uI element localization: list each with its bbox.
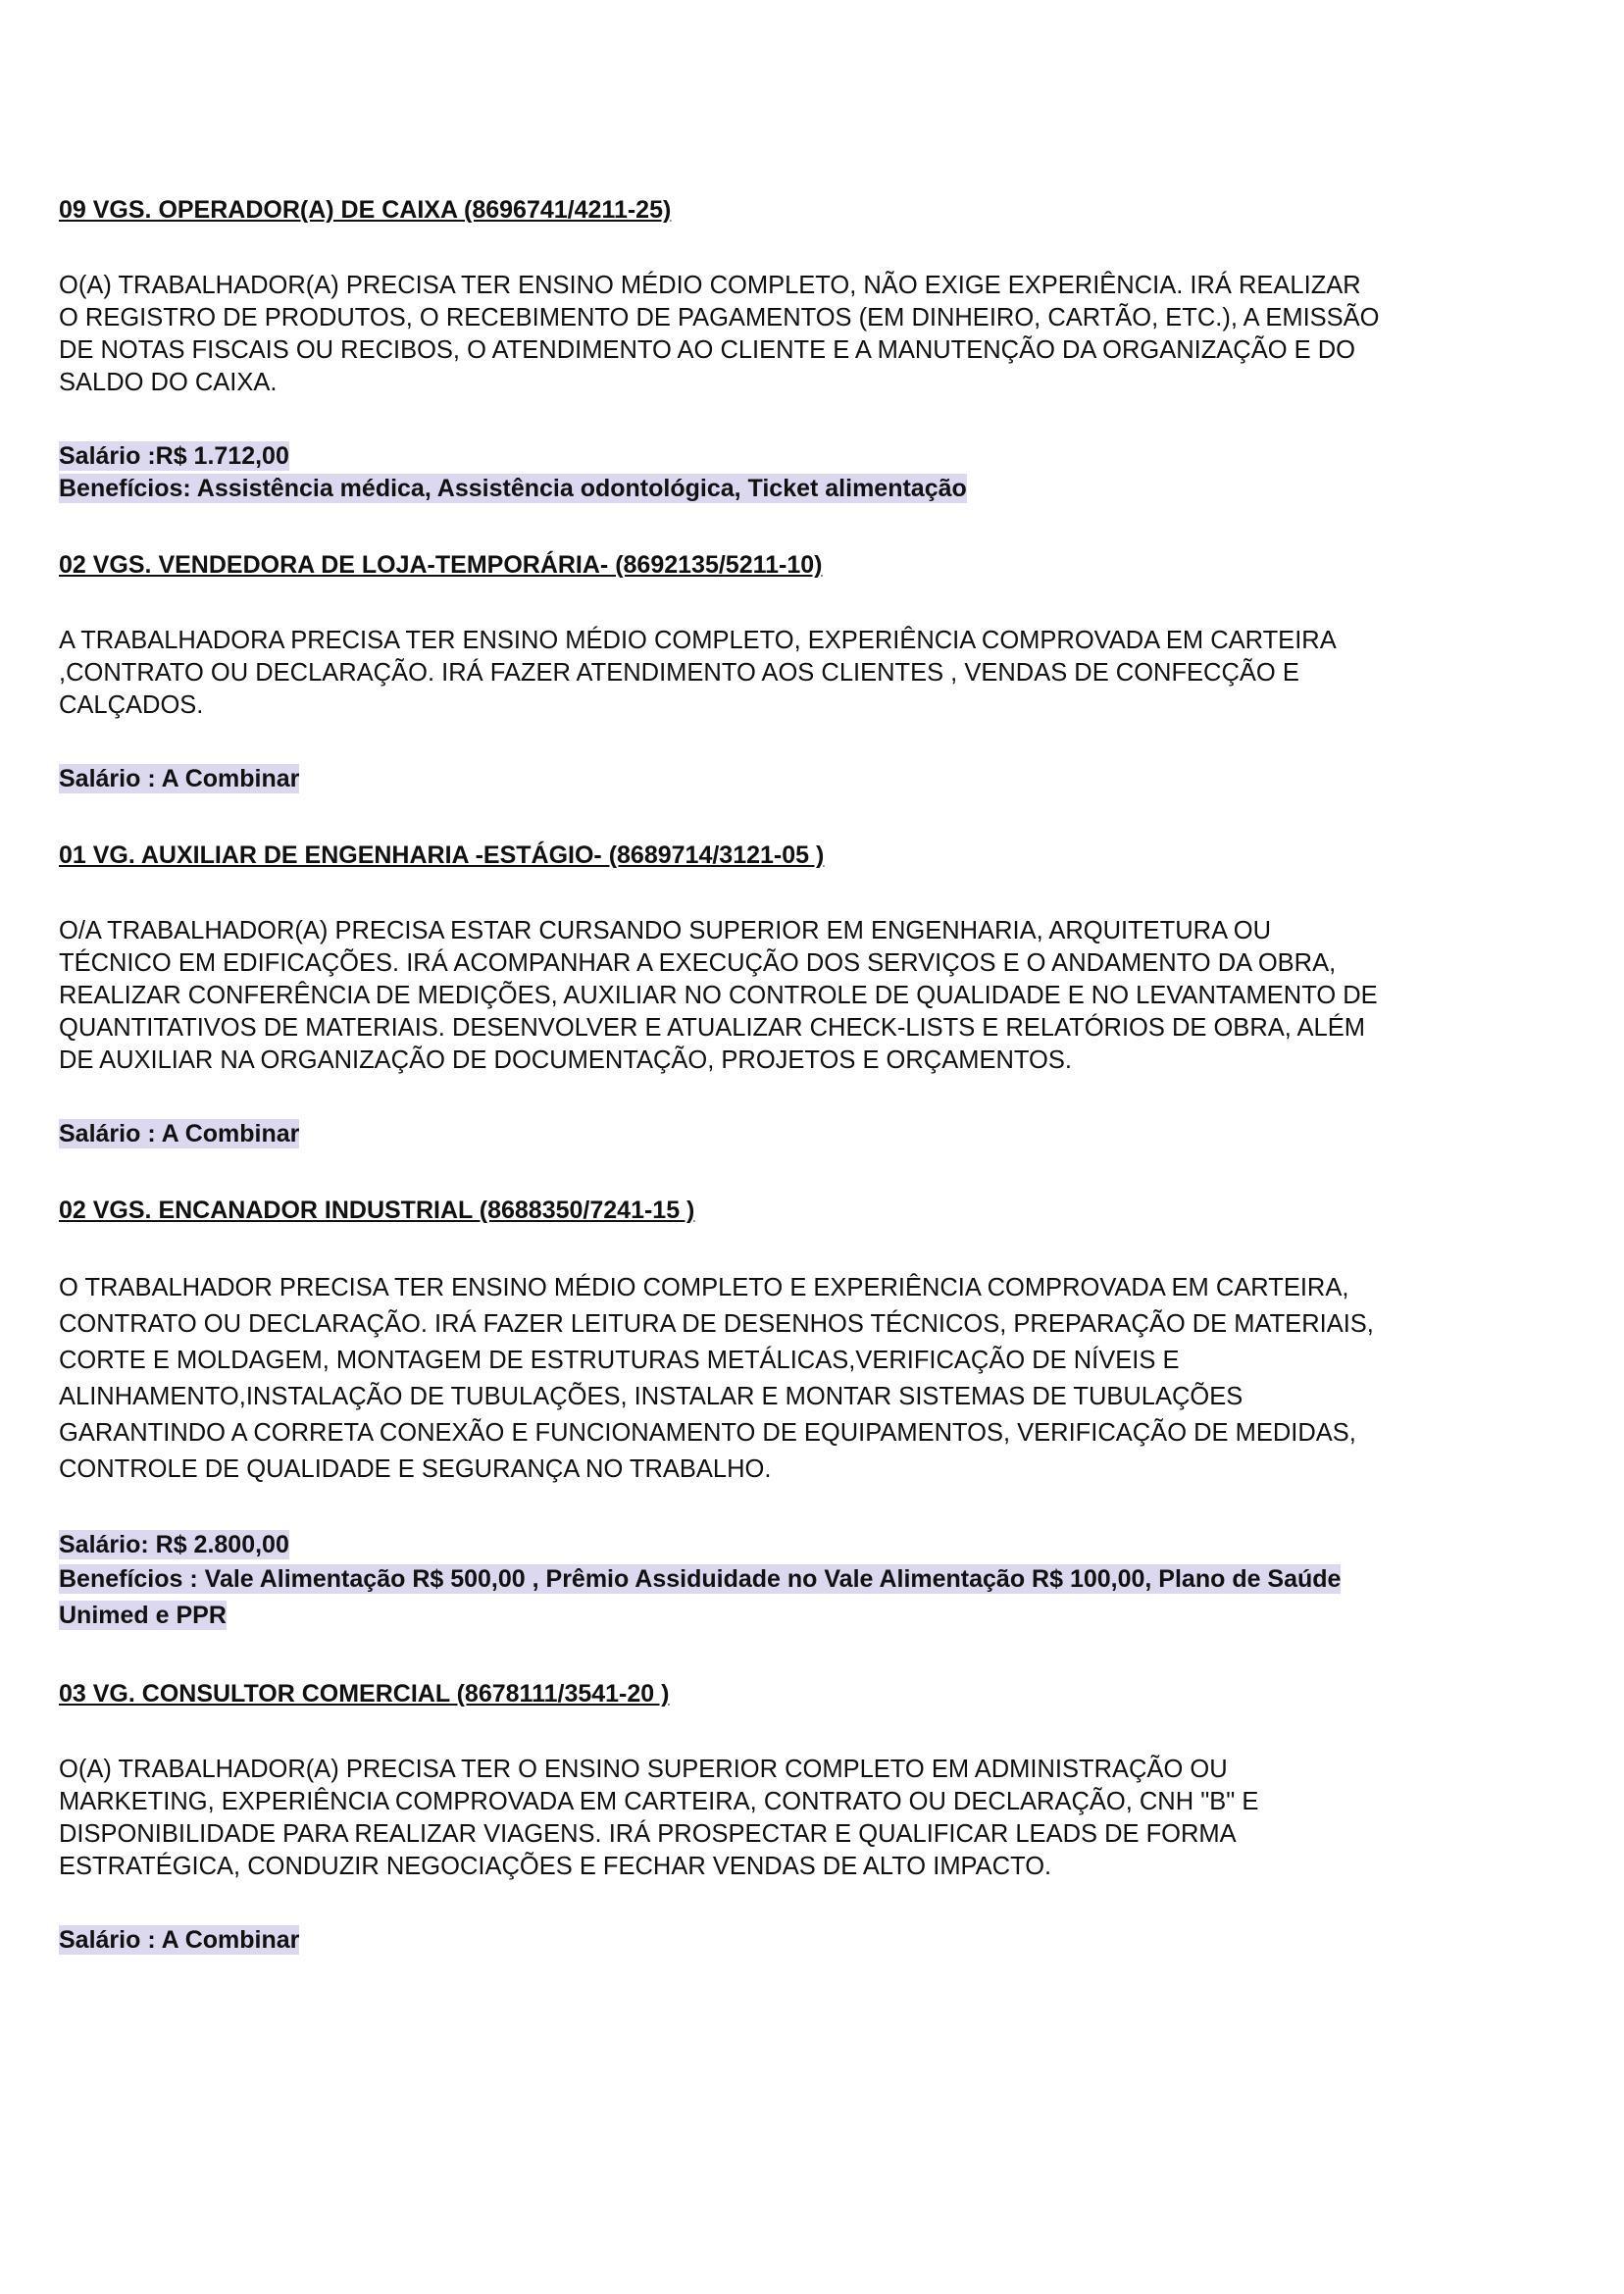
job-description: A TRABALHADORA PRECISA TER ENSINO MÉDIO COMPLETO, EXPERIÊNCIA COMPROVADA EM CARTEIRA ,CONTRATO OU DECLARAÇÃO. IRÁ FAZER ATENDIMENTO AOS CLIENTES , VENDAS DE CONFECÇÃO E CALÇADOS. (59, 627, 1337, 719)
benefits-label: Benefícios: Assistência médica, Assistência odontológica, Ticket alimentação (59, 475, 967, 502)
salary-benefits (59, 1118, 1530, 1150)
salary-benefits (59, 1529, 1530, 1634)
salary-benefits (59, 1924, 1530, 1957)
job-title: 03 VG. CONSULTOR COMERCIAL (8678111/3541-20 ) (59, 1680, 670, 1708)
job-listing (59, 840, 1530, 1150)
salary-label: Salário : A Combinar (59, 1926, 300, 1954)
job-description: O/A TRABALHADOR(A) PRECISA ESTAR CURSANDO SUPERIOR EM ENGENHARIA, ARQUITETURA OU TÉCNICO EM EDIFICAÇÕES. IRÁ ACOMPANHAR A EXECUÇÃO DOS SERVIÇOS E O ANDAMENTO DA OBRA, REALIZAR CONFERÊNCIA DE MEDIÇÕES, AUXILIAR NO CONTROLE DE QUALIDADE E NO LEVANTAMENTO DE QUANTITATIVOS DE MATERIAIS. DESENVOLVER E ATUALIZAR CHECK-LISTS E RELATÓRIOS DE OBRA, ALÉM DE AUXILIAR NA ORGANIZAÇÃO DE DOCUMENTAÇÃO, PROJETOS E ORÇAMENTOS. (59, 917, 1378, 1074)
job-title: 02 VGS. VENDEDORA DE LOJA-TEMPORÁRIA- (8692135/5211-10) (59, 551, 823, 579)
job-listing (59, 549, 1530, 795)
salary-label: Salário :R$ 1.712,00 (59, 442, 289, 470)
job-title: 02 VGS. ENCANADOR INDUSTRIAL (8688350/7241-15 ) (59, 1197, 695, 1224)
job-listings-page (59, 194, 1530, 2001)
salary-label: Salário: R$ 2.800,00 (59, 1531, 289, 1558)
salary-benefits (59, 763, 1530, 795)
job-description: O TRABALHADOR PRECISA TER ENSINO MÉDIO COMPLETO E EXPERIÊNCIA COMPROVADA EM CARTEIRA, CONTRATO OU DECLARAÇÃO. IRÁ FAZER LEITURA DE DESENHOS TÉCNICOS, PREPARAÇÃO DE MATERIAIS, CORTE E MOLDAGEM, MONTAGEM DE ESTRUTURAS METÁLICAS,VERIFICAÇÃO DE NÍVEIS E ALINHAMENTO,INSTALAÇÃO DE TUBULAÇÕES, INSTALAR E MONTAR SISTEMAS DE TUBULAÇÕES GARANTINDO A CORRETA CONEXÃO E FUNCIONAMENTO DE EQUIPAMENTOS, VERIFICAÇÃO DE MEDIDAS, CONTROLE DE QUALIDADE E SEGURANÇA NO TRABALHO. (59, 1274, 1374, 1483)
benefits-label: Benefícios : Vale Alimentação R$ 500,00 , Prêmio Assiduidade no Vale Alimentação R$ 100,00, Plano de Saúde (59, 1565, 1342, 1593)
job-title: 01 VG. AUXILIAR DE ENGENHARIA -ESTÁGIO- (8689714/3121-05 ) (59, 841, 825, 869)
job-listing (59, 1678, 1530, 1957)
job-listing (59, 1195, 1530, 1634)
benefits-label-continued: Unimed e PPR (59, 1602, 227, 1629)
job-description: O(A) TRABALHADOR(A) PRECISA TER ENSINO MÉDIO COMPLETO, NÃO EXIGE EXPERIÊNCIA. IRÁ REALIZAR O REGISTRO DE PRODUTOS, O RECEBIMENTO DE PAGAMENTOS (EM DINHEIRO, CARTÃO, ETC.), A EMISSÃO DE NOTAS FISCAIS OU RECIBOS, O ATENDIMENTO AO CLIENTE E A MANUTENÇÃO DA ORGANIZAÇÃO E DO SALDO DO CAIXA. (59, 272, 1380, 396)
job-description: O(A) TRABALHADOR(A) PRECISA TER O ENSINO SUPERIOR COMPLETO EM ADMINISTRAÇÃO OU MARKETING, EXPERIÊNCIA COMPROVADA EM CARTEIRA, CONTRATO OU DECLARAÇÃO, CNH "B" E DISPONIBILIDADE PARA REALIZAR VIAGENS. IRÁ PROSPECTAR E QUALIFICAR LEADS DE FORMA ESTRATÉGICA, CONDUZIR NEGOCIAÇÕES E FECHAR VENDAS DE ALTO IMPACTO. (59, 1756, 1259, 1880)
salary-benefits (59, 440, 1530, 505)
job-title: 09 VGS. OPERADOR(A) DE CAIXA (8696741/4211-25) (59, 196, 672, 224)
salary-label: Salário : A Combinar (59, 1120, 300, 1147)
salary-label: Salário : A Combinar (59, 765, 300, 792)
job-listing (59, 194, 1530, 505)
